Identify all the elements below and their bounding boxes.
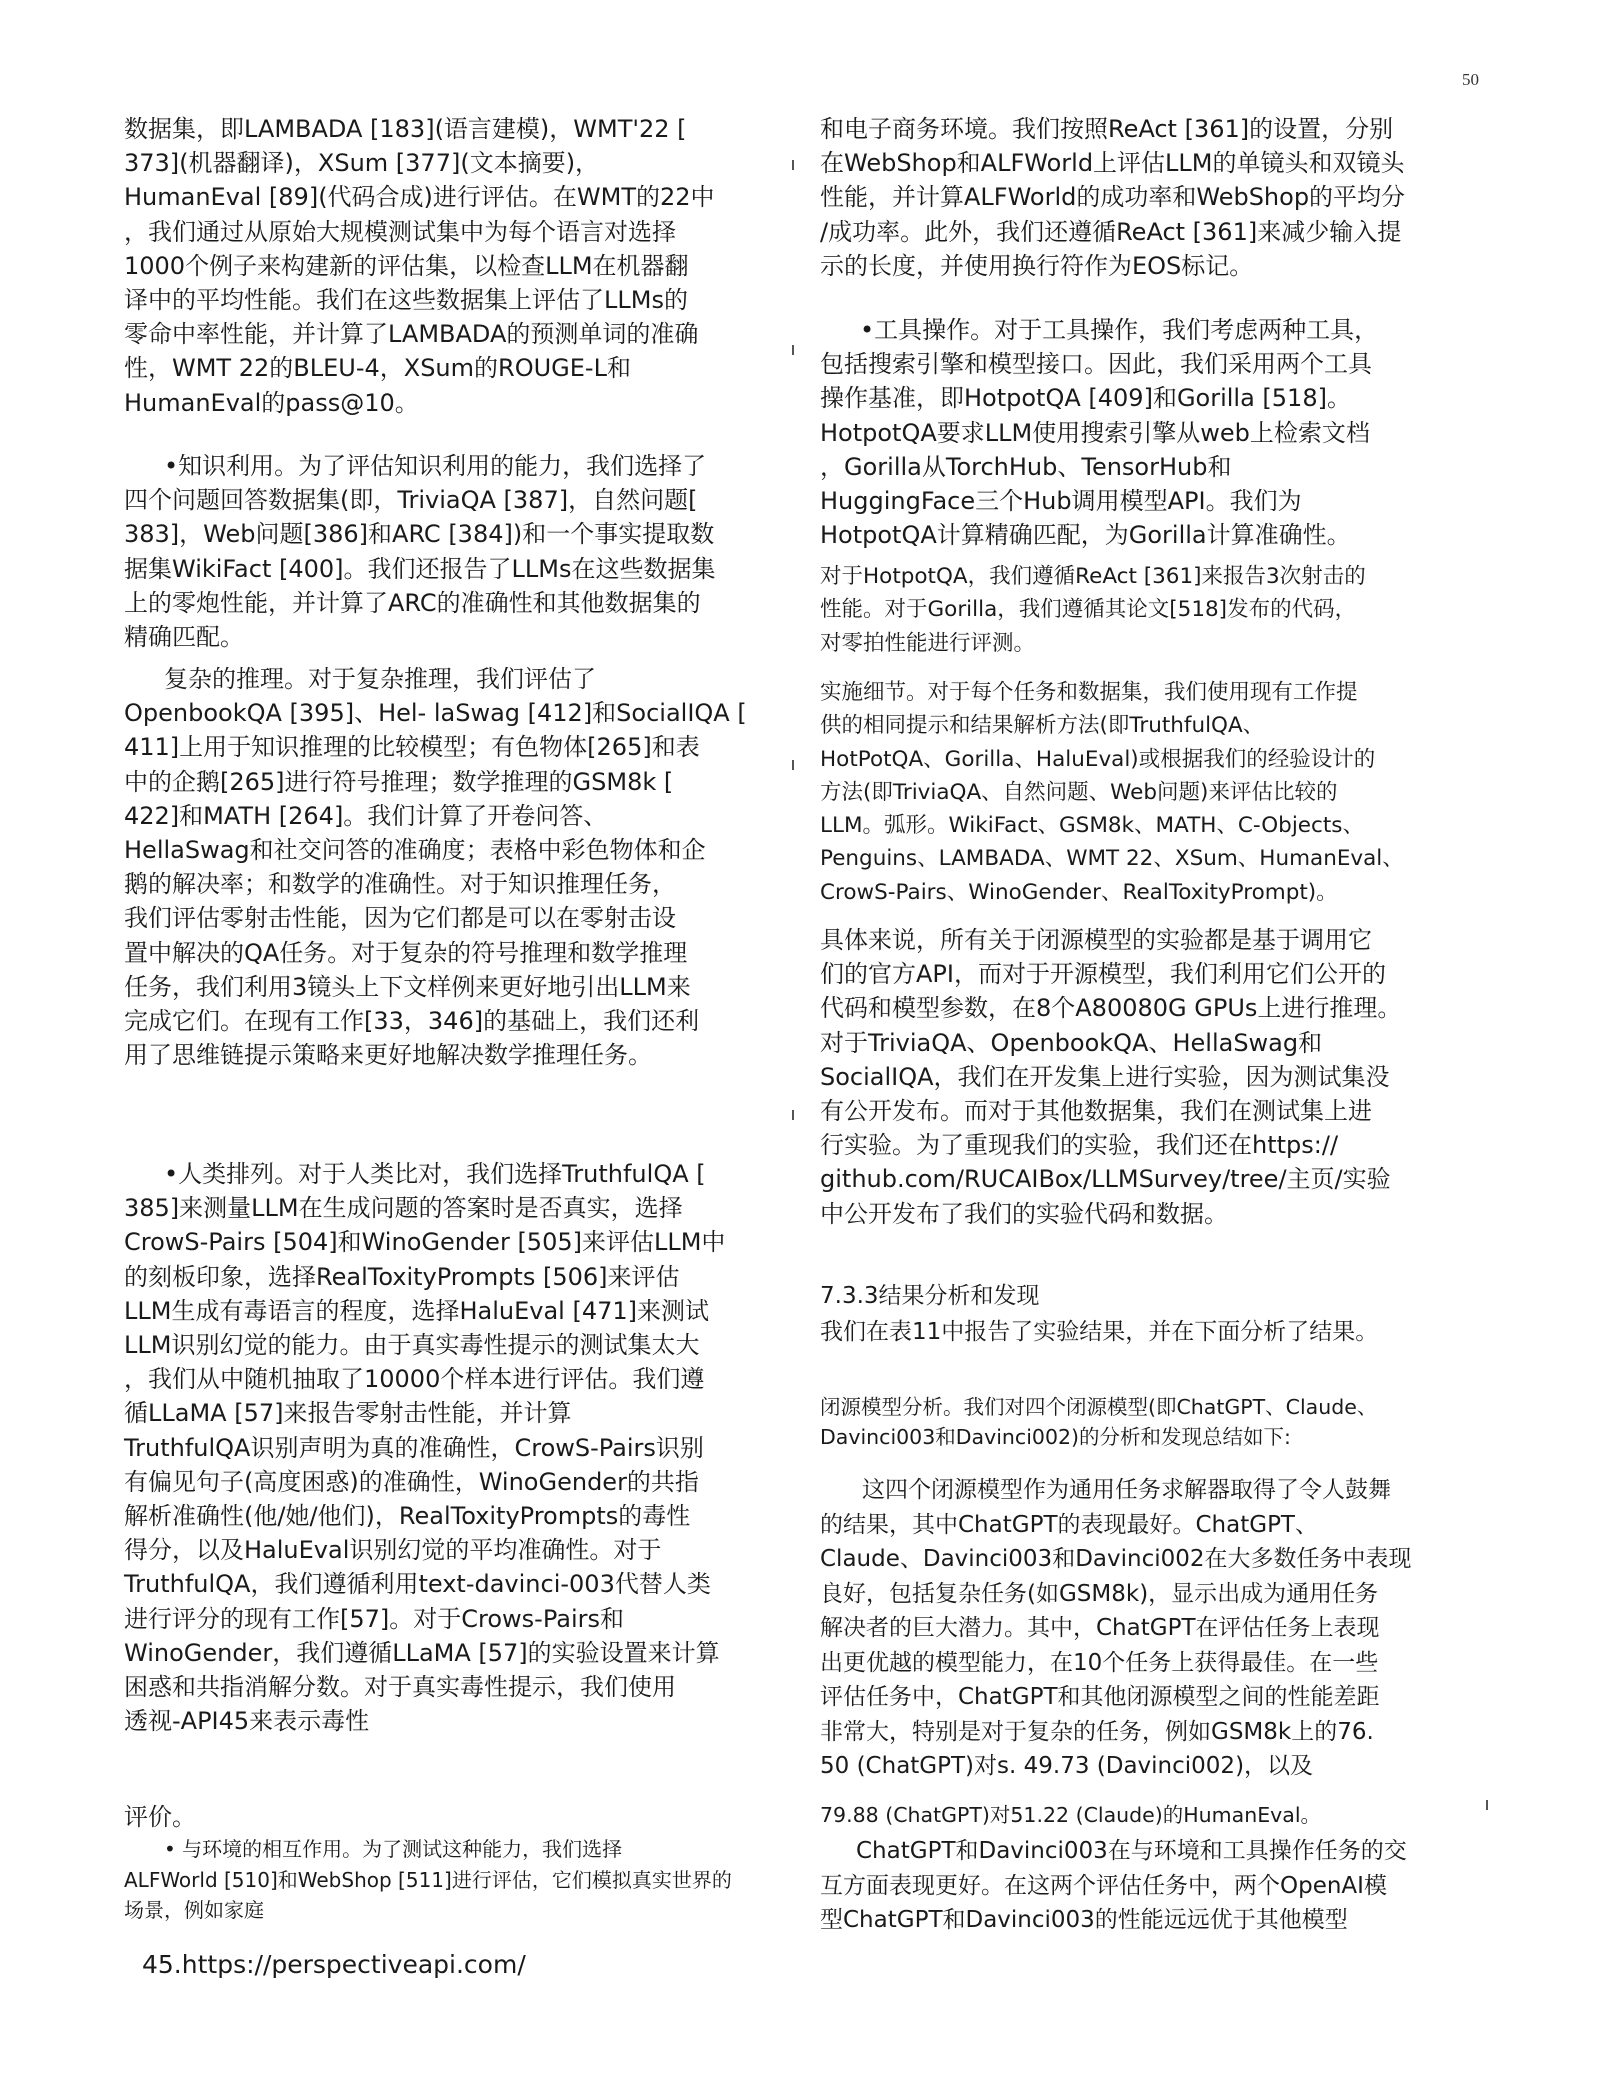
text-line: 良好，包括复杂任务(如GSM8k)，显示出成为通用任务 — [820, 1580, 1379, 1607]
text-line: 上的零炮性能，并计算了ARC的准确性和其他数据集的 — [124, 588, 701, 617]
eval-datasets-paragraph — [124, 112, 794, 420]
text-line: CrowS-Pairs [504]和WinoGender [505]来评估LLM中 — [124, 1228, 726, 1257]
text-line: 数据集，即LAMBADA [183](语言建模)，WMT'22 [ — [124, 115, 687, 143]
text-line: ，Gorilla从TorchHub、TensorHub和 — [820, 452, 1232, 481]
text-line: 用了思维链提示策略来更好地解决数学推理任务。 — [124, 1041, 652, 1070]
text-line: 具体来说，所有关于闭源模型的实验都是基于调用它 — [820, 926, 1372, 954]
closed-source-intro — [820, 1392, 1495, 1452]
environment-interaction-paragraph — [124, 1834, 794, 1926]
text-line: •工具操作。对于工具操作，我们考虑两种工具， — [860, 316, 1379, 344]
section-heading-7-3-3 — [820, 1278, 1495, 1350]
text-line: 们的官方API，而对于开源模型，我们利用它们公开的 — [820, 960, 1386, 989]
scan-mark — [792, 345, 794, 355]
text-line: ，我们通过从原始大规模测试集中为每个语言对选择 — [124, 217, 676, 246]
text-line: 场景，例如家庭 — [124, 1898, 264, 1922]
text-line: 373](机器翻译)，XSum [377](文本摘要)， — [124, 149, 600, 178]
tool-manipulation-paragraph — [820, 313, 1495, 552]
text-line: HumanEval的pass@10。 — [124, 388, 419, 417]
text-line: Davinci003和Davinci002)的分析和发现总结如下: — [820, 1425, 1291, 1449]
text-line: 385]来测量LLM在生成问题的答案时是否真实，选择 — [124, 1194, 683, 1223]
scan-mark — [792, 1110, 794, 1120]
text-line: 方法(即TriviaQA、自然问题、Web问题)来评估比较的 — [820, 779, 1338, 805]
specific-details-paragraph — [820, 923, 1495, 1231]
text-line: HuggingFace三个Hub调用模型API。我们为 — [820, 487, 1302, 516]
text-line: 非常大，特别是对于复杂的任务，例如GSM8k上的76. — [820, 1718, 1374, 1745]
text-line: 代码和模型参数，在8个A80080G GPUs上进行推理。 — [820, 994, 1402, 1023]
environment-findings-paragraph — [820, 1834, 1495, 1938]
text-line: 我们评估零射击性能，因为它们都是可以在零射击设 — [124, 904, 676, 933]
text-line: 零命中率性能，并计算了LAMBADA的预测单词的准确 — [124, 320, 699, 349]
complex-reasoning-paragraph — [124, 662, 794, 1072]
text-line: HotpotQA计算精确匹配，为Gorilla计算准确性。 — [820, 521, 1351, 550]
text-line: 解析准确性(他/她/他们)，RealToxityPrompts的毒性 — [124, 1502, 691, 1531]
text-line: CrowS-Pairs、WinoGender、RealToxityPrompt)。 — [820, 879, 1338, 905]
text-line: ，我们从中随机抽取了10000个样本进行评估。我们遵 — [124, 1365, 705, 1394]
text-line: OpenbookQA [395]、Hel- laSwag [412]和SocialIQA [ — [124, 699, 747, 728]
text-line: 中公开发布了我们的实验代码和数据。 — [820, 1199, 1228, 1228]
human-alignment-paragraph — [124, 1157, 794, 1738]
tool-continued-paragraph — [820, 560, 1495, 660]
text-line: •人类排列。对于人类比对，我们选择TruthfulQA [ — [164, 1160, 706, 1188]
text-line: 闭源模型分析。我们对四个闭源模型(即ChatGPT、Claude、 — [820, 1395, 1378, 1419]
text-line: 精确匹配。 — [124, 623, 244, 652]
text-line: 解决者的巨大潜力。其中，ChatGPT在评估任务上表现 — [820, 1615, 1380, 1641]
text-line: 的结果，其中ChatGPT的表现最好。ChatGPT、 — [820, 1511, 1318, 1538]
text-line: 实施细节。对于每个任务和数据集，我们使用现有工作提 — [820, 680, 1358, 705]
text-line: 得分，以及HaluEval识别幻觉的平均准确性。对于 — [124, 1536, 662, 1565]
text-line: 四个问题回答数据集(即，TriviaQA [387]，自然问题[ — [124, 486, 698, 515]
scan-mark — [792, 160, 794, 170]
text-line: HotpotQA要求LLM使用搜索引擎从web上检索文档 — [820, 418, 1370, 447]
text-line: 79.88 (ChatGPT)对51.22 (Claude)的HumanEval。 — [820, 1803, 1322, 1827]
text-line: 任务，我们利用3镜头上下文样例来更好地引出LLM来 — [124, 972, 691, 1001]
text-line: 鹅的解决率；和数学的准确性。对于知识推理任务， — [124, 870, 676, 899]
text-line: 383]，Web问题[386]和ARC [384])和一个事实提取数 — [124, 520, 715, 549]
closed-source-findings-paragraph — [820, 1473, 1495, 1784]
text-line: 译中的平均性能。我们在这些数据集上评估了LLMs的 — [124, 286, 688, 315]
scan-mark — [1486, 1800, 1488, 1810]
text-line: 在WebShop和ALFWorld上评估LLM的单镜头和双镜头 — [820, 149, 1405, 178]
humaneval-line — [820, 1800, 1495, 1830]
text-line: 完成它们。在现有工作[33，346]的基础上，我们还利 — [124, 1007, 700, 1036]
text-line: 我们在表11中报告了实验结果，并在下面分析了结果。 — [820, 1319, 1379, 1345]
text-line: 评估任务中，ChatGPT和其他闭源模型之间的性能差距 — [820, 1684, 1380, 1710]
text-line: 行实验。为了重现我们的实验，我们还在https:// — [820, 1131, 1339, 1160]
text-line: LLM。弧形。WikiFact、GSM8k、MATH、C-Objects、 — [820, 813, 1364, 839]
text-line: 出更优越的模型能力，在10个任务上获得最佳。在一些 — [820, 1649, 1379, 1676]
evaluation-word — [124, 1800, 794, 1834]
text-line: 和电子商务环境。我们按照ReAct [361]的设置，分别 — [820, 115, 1394, 143]
text-line: LLM识别幻觉的能力。由于真实毒性提示的测试集太大 — [124, 1331, 700, 1360]
text-line: 性，WMT 22的BLEU-4，XSum的ROUGE-L和 — [124, 354, 631, 383]
text-line: 性能，并计算ALFWorld的成功率和WebShop的平均分 — [820, 183, 1406, 212]
scan-mark — [792, 760, 794, 770]
text-line: github.com/RUCAIBox/LLMSurvey/tree/主页/实验 — [820, 1165, 1391, 1194]
page-number: 50 — [1462, 70, 1479, 89]
text-line: 复杂的推理。对于复杂推理，我们评估了 — [164, 665, 596, 693]
text-line: 性能。对于Gorilla，我们遵循其论文[518]发布的代码， — [820, 597, 1357, 623]
text-line: •知识利用。为了评估知识利用的能力，我们选择了 — [164, 452, 707, 480]
text-line: 包括搜索引擎和模型接口。因此，我们采用两个工具 — [820, 350, 1372, 379]
text-line: Claude、Davinci003和Davinci002在大多数任务中表现 — [820, 1546, 1412, 1572]
text-line: HellaSwag和社交问答的准确度；表格中彩色物体和企 — [124, 836, 706, 865]
text-line: 据集WikiFact [400]。我们还报告了LLMs在这些数据集 — [124, 554, 716, 583]
text-line: 有公开发布。而对于其他数据集，我们在测试集上进 — [820, 1097, 1372, 1126]
footnote-url[interactable]: 45.https://perspectiveapi.com/ — [142, 1950, 526, 1979]
text-line: 对于TriviaQA、OpenbookQA、HellaSwag和 — [820, 1028, 1323, 1057]
text-line: /成功率。此外，我们还遵循ReAct [361]来减少输入提 — [820, 217, 1402, 246]
text-line: Penguins、LAMBADA、WMT 22、XSum、HumanEval、 — [820, 846, 1404, 872]
text-line: 的刻板印象，选择RealToxityPrompts [506]来评估 — [124, 1262, 680, 1291]
section-title: 7.3.3结果分析和发现 — [820, 1283, 1040, 1309]
text-line: 操作基准，即HotpotQA [409]和Gorilla [518]。 — [820, 384, 1351, 413]
text-line: 1000个例子来构建新的评估集，以检查LLM在机器翻 — [124, 251, 689, 280]
text-line: 困惑和共指消解分数。对于真实毒性提示，我们使用 — [124, 1673, 676, 1702]
text-line: 置中解决的QA任务。对于复杂的符号推理和数学推理 — [124, 938, 688, 967]
text-line: ALFWorld [510]和WebShop [511]进行评估，它们模拟真实世界的 — [124, 1867, 732, 1892]
text-line: 进行评分的现有工作[57]。对于Crows-Pairs和 — [124, 1604, 624, 1633]
text-line: 型ChatGPT和Davinci003的性能远远优于其他模型 — [820, 1907, 1348, 1933]
text-line: 411]上用于知识推理的比较模型；有色物体[265]和表 — [124, 733, 700, 762]
text-line: 有偏见句子(高度困惑)的准确性，WinoGender的共指 — [124, 1467, 699, 1496]
text-line: LLM生成有毒语言的程度，选择HaluEval [471]来测试 — [124, 1296, 709, 1325]
text-line: WinoGender，我们遵循LLaMA [57]的实验设置来计算 — [124, 1638, 720, 1667]
text-line: 互方面表现更好。在这两个评估任务中，两个OpenAI模 — [820, 1872, 1387, 1899]
text-line: 评价。 — [124, 1803, 196, 1831]
implementation-details-paragraph — [820, 676, 1495, 909]
text-line: 中的企鹅[265]进行符号推理；数学推理的GSM8k [ — [124, 767, 674, 796]
text-line: 供的相同提示和结果解析方法(即TruthfulQA、 — [820, 713, 1265, 739]
text-line: 对零拍性能进行评测。 — [820, 630, 1036, 656]
text-line: 示的长度，并使用换行符作为EOS标记。 — [820, 251, 1254, 280]
text-line: TruthfulQA，我们遵循利用text-davinci-003代替人类 — [124, 1570, 711, 1599]
text-line: • 与环境的相互作用。为了测试这种能力，我们选择 — [164, 1837, 623, 1861]
text-line: 透视-API45来表示毒性 — [124, 1707, 370, 1736]
text-line: HotPotQA、Gorilla、HaluEval)或根据我们的经验设计的 — [820, 746, 1376, 772]
text-line: 对于HotpotQA，我们遵循ReAct [361]来报告3次射击的 — [820, 564, 1366, 589]
text-line: 50 (ChatGPT)对s. 49.73 (Davinci002)，以及 — [820, 1753, 1314, 1779]
text-line: SocialIQA，我们在开发集上进行实验，因为测试集没 — [820, 1062, 1390, 1091]
text-line: ChatGPT和Davinci003在与环境和工具操作任务的交 — [856, 1838, 1407, 1864]
text-line: HumanEval [89](代码合成)进行评估。在WMT的22中 — [124, 183, 715, 212]
environment-continued-paragraph — [820, 112, 1495, 283]
text-line: TruthfulQA识别声明为真的准确性，CrowS-Pairs识别 — [124, 1433, 704, 1462]
footnote — [142, 1950, 794, 1979]
text-line: 这四个闭源模型作为通用任务求解器取得了令人鼓舞 — [862, 1477, 1391, 1503]
knowledge-utilization-paragraph — [124, 449, 794, 654]
text-line: 422]和MATH [264]。我们计算了开卷问答、 — [124, 801, 608, 830]
text-line: 循LLaMA [57]来报告零射击性能，并计算 — [124, 1399, 572, 1428]
